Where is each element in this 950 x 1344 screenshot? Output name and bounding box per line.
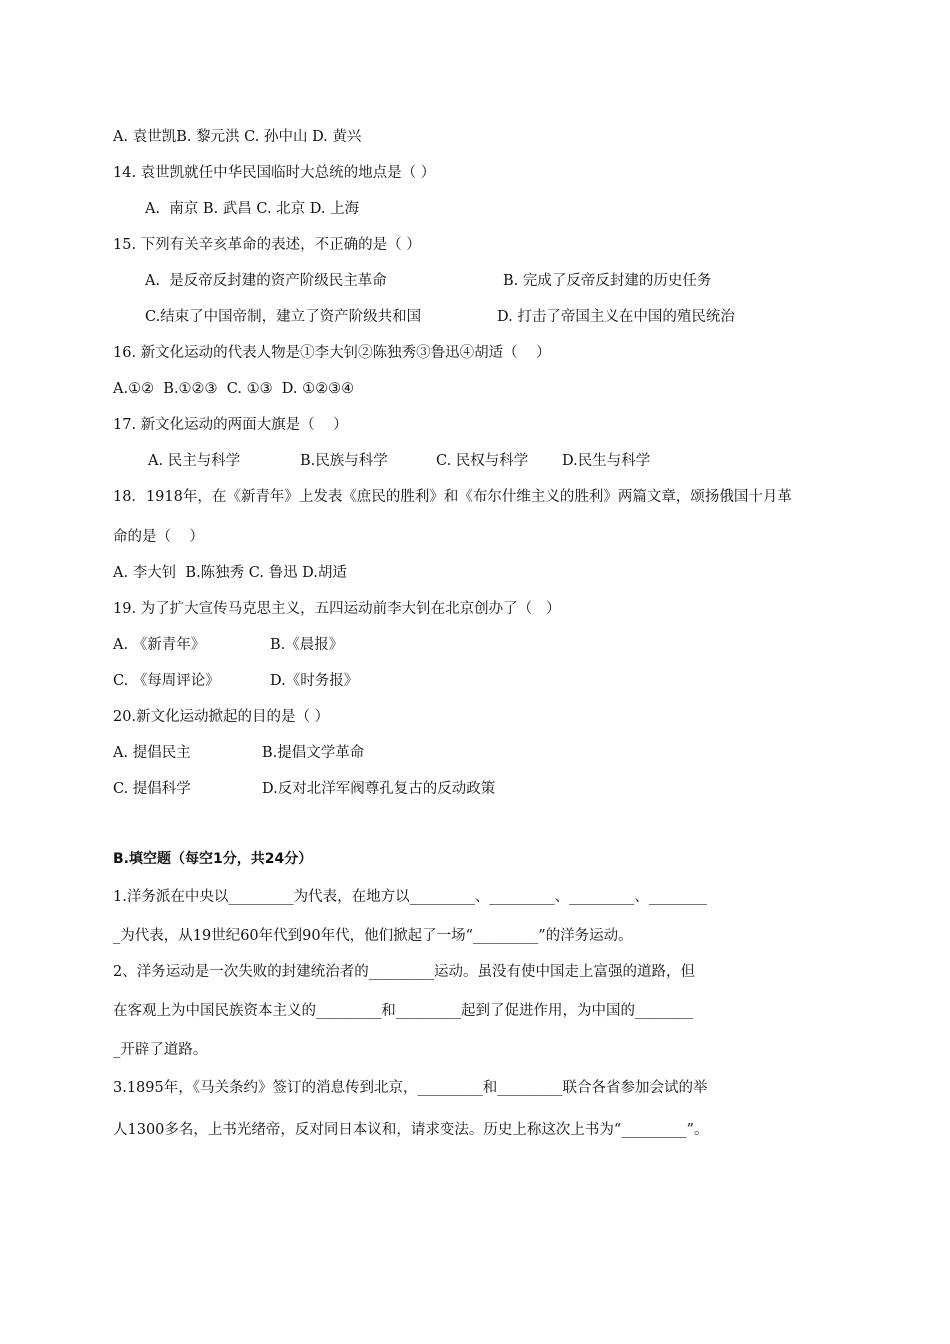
q16-options: A.①② B.①②③ C. ①③ D. ①②③④ [113, 381, 355, 397]
question-18-line-2: 命的是（ ） [113, 529, 204, 545]
question-19: 19. 为了扩大宣传马克思主义，五四运动前李大钊在北京创办了（ ） [113, 601, 561, 617]
fill-2-line-3: _开辟了道路。 [113, 1042, 208, 1058]
q15-option-c: C.结束了中国帝制，建立了资产阶级共和国 [145, 309, 422, 325]
q17-option-c: C. 民权与科学 [436, 453, 529, 469]
q17-option-d: D.民生与科学 [562, 453, 651, 469]
question-14: 14. 袁世凯就任中华民国临时大总统的地点是（ ） [113, 165, 436, 181]
section-b-heading: B.填空题（每空1分，共24分） [113, 851, 313, 867]
question-20: 20.新文化运动掀起的目的是（ ） [113, 709, 330, 725]
q19-option-a: A. 《新青年》 [113, 637, 206, 653]
q18-options: A. 李大钊 B.陈独秀 C. 鲁迅 D.胡适 [113, 565, 347, 581]
q20-option-c: C. 提倡科学 [113, 781, 191, 797]
q19-option-d: D.《时务报》 [270, 673, 359, 689]
fill-3-line-2: 人1300多名，上书光绪帝，反对同日本议和，请求变法。历史上称这次上书为“_________”。 [113, 1122, 709, 1138]
q15-option-d: D. 打击了帝国主义在中国的殖民统治 [497, 309, 735, 325]
q15-option-b: B. 完成了反帝反封建的历史任务 [503, 273, 712, 289]
fill-1-line-1: 1.洋务派在中央以_________为代表，在地方以_________、_________、_________、________ [113, 889, 707, 905]
fill-2-line-2: 在客观上为中国民族资本主义的_________和_________起到了促进作用，为中国的________ [113, 1003, 693, 1019]
q20-option-a: A. 提倡民主 [113, 745, 191, 761]
question-17: 17. 新文化运动的两面大旗是（ ） [113, 417, 348, 433]
q15-option-a: A. 是反帝反封建的资产阶级民主革命 [145, 273, 387, 289]
question-16: 16. 新文化运动的代表人物是①李大钊②陈独秀③鲁迅④胡适（ ） [113, 345, 551, 361]
q17-option-a: A. 民主与科学 [148, 453, 241, 469]
q20-option-d: D.反对北洋军阀尊孔复古的反动政策 [262, 781, 496, 797]
question-18-line-1: 18．1918年，在《新青年》上发表《庶民的胜利》和《布尔什维主义的胜利》两篇文章，颂扬俄国十月革 [113, 489, 792, 505]
q20-option-b: B.提倡文学革命 [262, 745, 365, 761]
q17-option-b: B.民族与科学 [300, 453, 388, 469]
q14-options: A. 南京 B. 武昌 C. 北京 D. 上海 [145, 201, 360, 217]
q19-option-b: B.《晨报》 [270, 637, 344, 653]
fill-1-line-2: _为代表，从19世纪60年代到90年代，他们掀起了一场“_________”的洋务运动。 [113, 928, 633, 944]
q19-option-c: C. 《每周评论》 [113, 673, 220, 689]
fill-3-line-1: 3.1895年，《马关条约》签订的消息传到北京，_________和_________联合各省参加会试的举 [113, 1080, 708, 1096]
q13-options: A. 袁世凯B. 黎元洪 C. 孙中山 D. 黄兴 [113, 129, 362, 145]
question-15: 15. 下列有关辛亥革命的表述，不正确的是（ ） [113, 237, 421, 253]
fill-2-line-1: 2、洋务运动是一次失败的封建统治者的_________运动。虽没有使中国走上富强的道路，但 [113, 964, 695, 980]
